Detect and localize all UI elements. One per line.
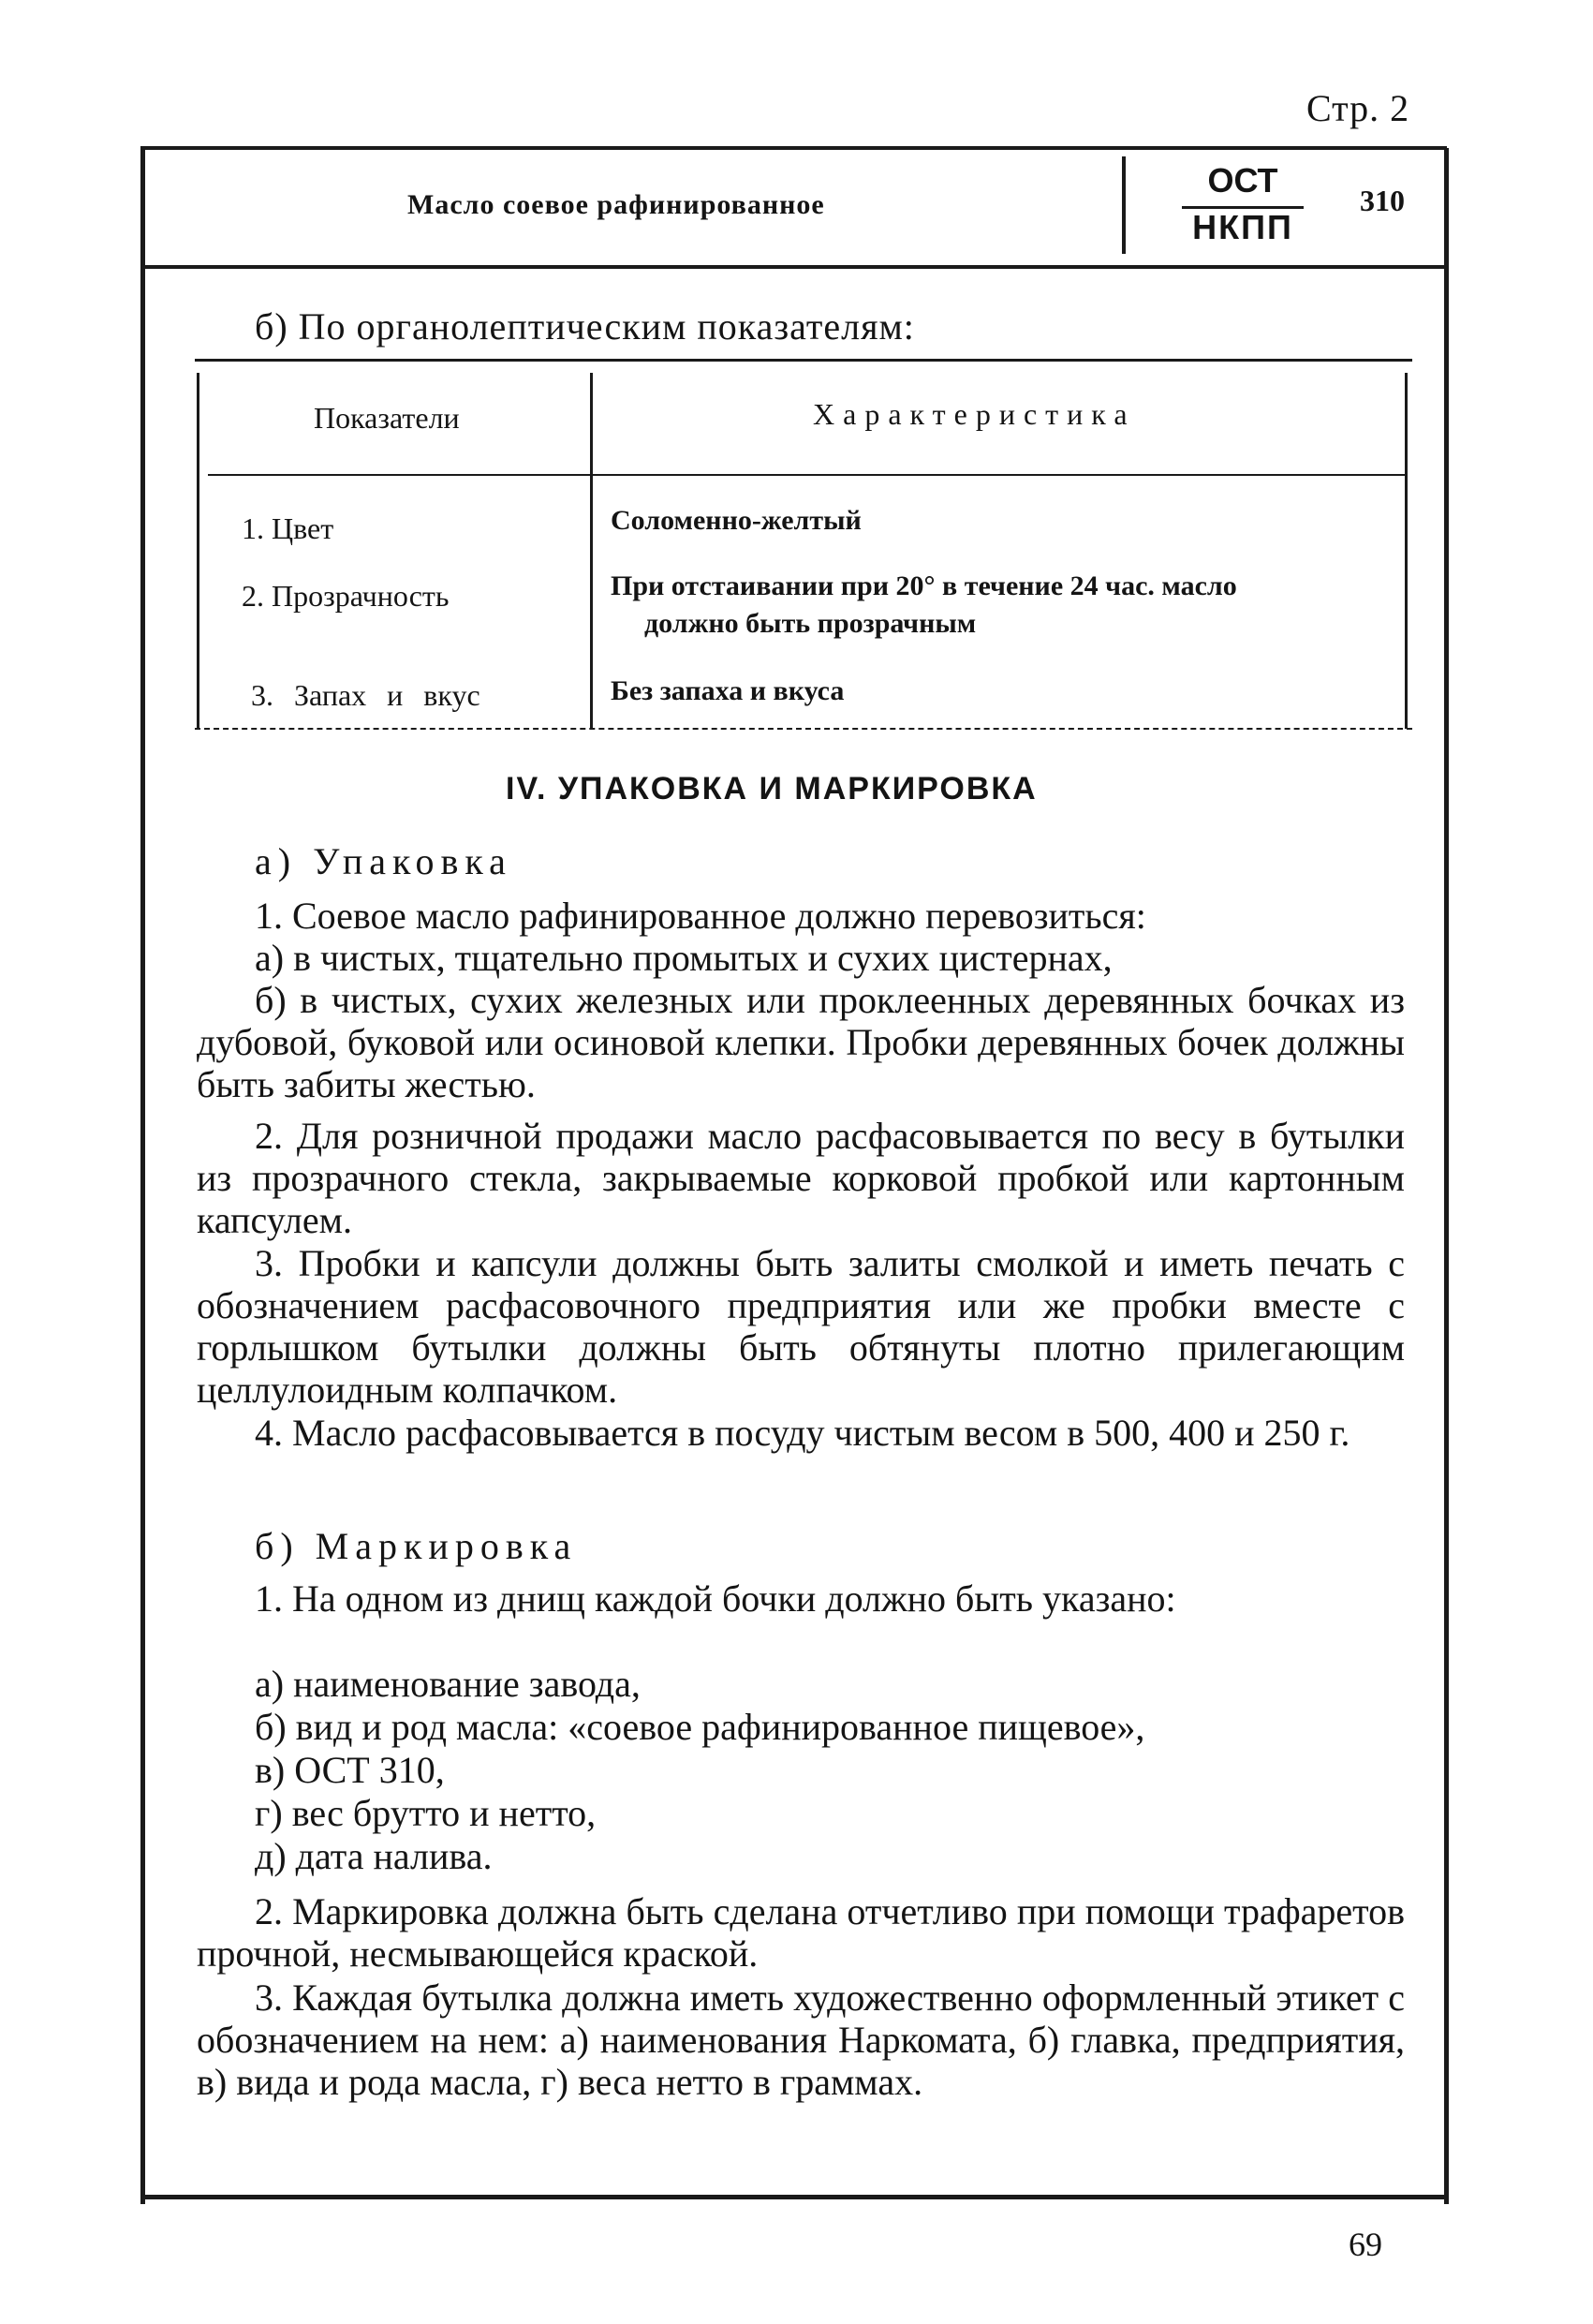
- table-header-indicators: Показатели: [314, 401, 460, 435]
- packing-paragraph-4: 4. Масло расфасовывается в посуду чистым весом в 500, 400 и 250 г.: [255, 1412, 1350, 1454]
- marking-item: д) дата налива.: [255, 1835, 493, 1877]
- table-row-name: 3. Запах и вкус: [251, 678, 480, 712]
- marking-paragraph-1: 1. На одном из днищ каждой бочки должно быть указано:: [255, 1577, 1176, 1620]
- packing-item-b: б) в чистых, сухих железных или проклеенных деревянных бочках из дубовой, буковой или осиновой клепки. Пробки деревянных бочек должны быть забиты жестью.: [197, 979, 1405, 1105]
- table-row-name: 1. Цвет: [242, 511, 334, 545]
- table-bottom-rule: [195, 728, 1412, 730]
- table-row-name: 2. Прозрачность: [242, 579, 450, 613]
- packing-paragraph-2: 2. Для розничной продажи масло расфасовывается по весу в бутылки из прозрачного стекла, закрываемые корковой пробкой или картонным капсулем.: [197, 1115, 1405, 1241]
- packing-item-a: а) в чистых, тщательно промытых и сухих цистернах,: [255, 937, 1113, 979]
- marking-item: в) ОСТ 310,: [255, 1749, 445, 1791]
- marking-paragraph-3: 3. Каждая бутылка должна иметь художественно оформленный этикет с обозначением на нем: а) наименования Наркомата, б) главка, предприятия, в) вида и рода масла, г) веса нетто в граммах.: [197, 1976, 1405, 2103]
- packing-paragraph-3: 3. Пробки и капсули должны быть залиты смолкой и иметь печать с обозначением расфасовочного предприятия или же пробки вместе с горлышком бутылки должны быть обтянуты плотно прилегающим целлулоидным колпачком.: [197, 1242, 1405, 1411]
- marking-heading: б) Маркировка: [255, 1525, 578, 1567]
- page-label: Стр. 2: [1306, 87, 1410, 129]
- table-row-value-continued: должно быть прозрачным: [644, 608, 977, 639]
- table-header-rule: [208, 474, 1407, 476]
- packing-paragraph-1: 1. Соевое масло рафинированное должно перевозиться:: [255, 895, 1146, 937]
- marking-item: б) вид и род масла: «соевое рафинированное пищевое»,: [255, 1706, 1145, 1748]
- document-title: Масло соевое рафинированное: [407, 189, 825, 220]
- marking-paragraph-2: 2. Маркировка должна быть сделана отчетливо при помощи трафаретов прочной, несмывающейся краской.: [197, 1890, 1405, 1975]
- header-top-rule: [140, 146, 1447, 150]
- table-row-value: Соломенно-желтый: [611, 505, 862, 536]
- frame-bottom-rule: [140, 2195, 1447, 2199]
- table-left-border: [197, 373, 199, 729]
- standard-code-top: ОСТ: [1207, 161, 1278, 200]
- table-row-value: При отстаивании при 20° в течение 24 час. масло: [611, 570, 1237, 601]
- header-bottom-rule: [140, 265, 1447, 269]
- table-column-divider: [590, 373, 593, 729]
- standard-number: 310: [1360, 184, 1405, 217]
- organoleptic-heading: б) По органолептическим показателям:: [255, 305, 915, 348]
- packing-heading: а) Упаковка: [255, 840, 512, 882]
- table-row-value: Без запаха и вкуса: [611, 675, 845, 706]
- footer-page-number: 69: [1349, 2226, 1382, 2263]
- standard-code-bottom: НКПП: [1192, 208, 1293, 246]
- table-header-characteristic: Характеристика: [813, 397, 1136, 431]
- header-divider: [1122, 156, 1126, 254]
- table-right-border: [1405, 373, 1408, 729]
- table-top-rule: [195, 359, 1412, 362]
- marking-item: а) наименование завода,: [255, 1663, 641, 1705]
- marking-item: г) вес брутто и нетто,: [255, 1792, 597, 1834]
- section-title: IV. УПАКОВКА И МАРКИРОВКА: [506, 771, 1038, 807]
